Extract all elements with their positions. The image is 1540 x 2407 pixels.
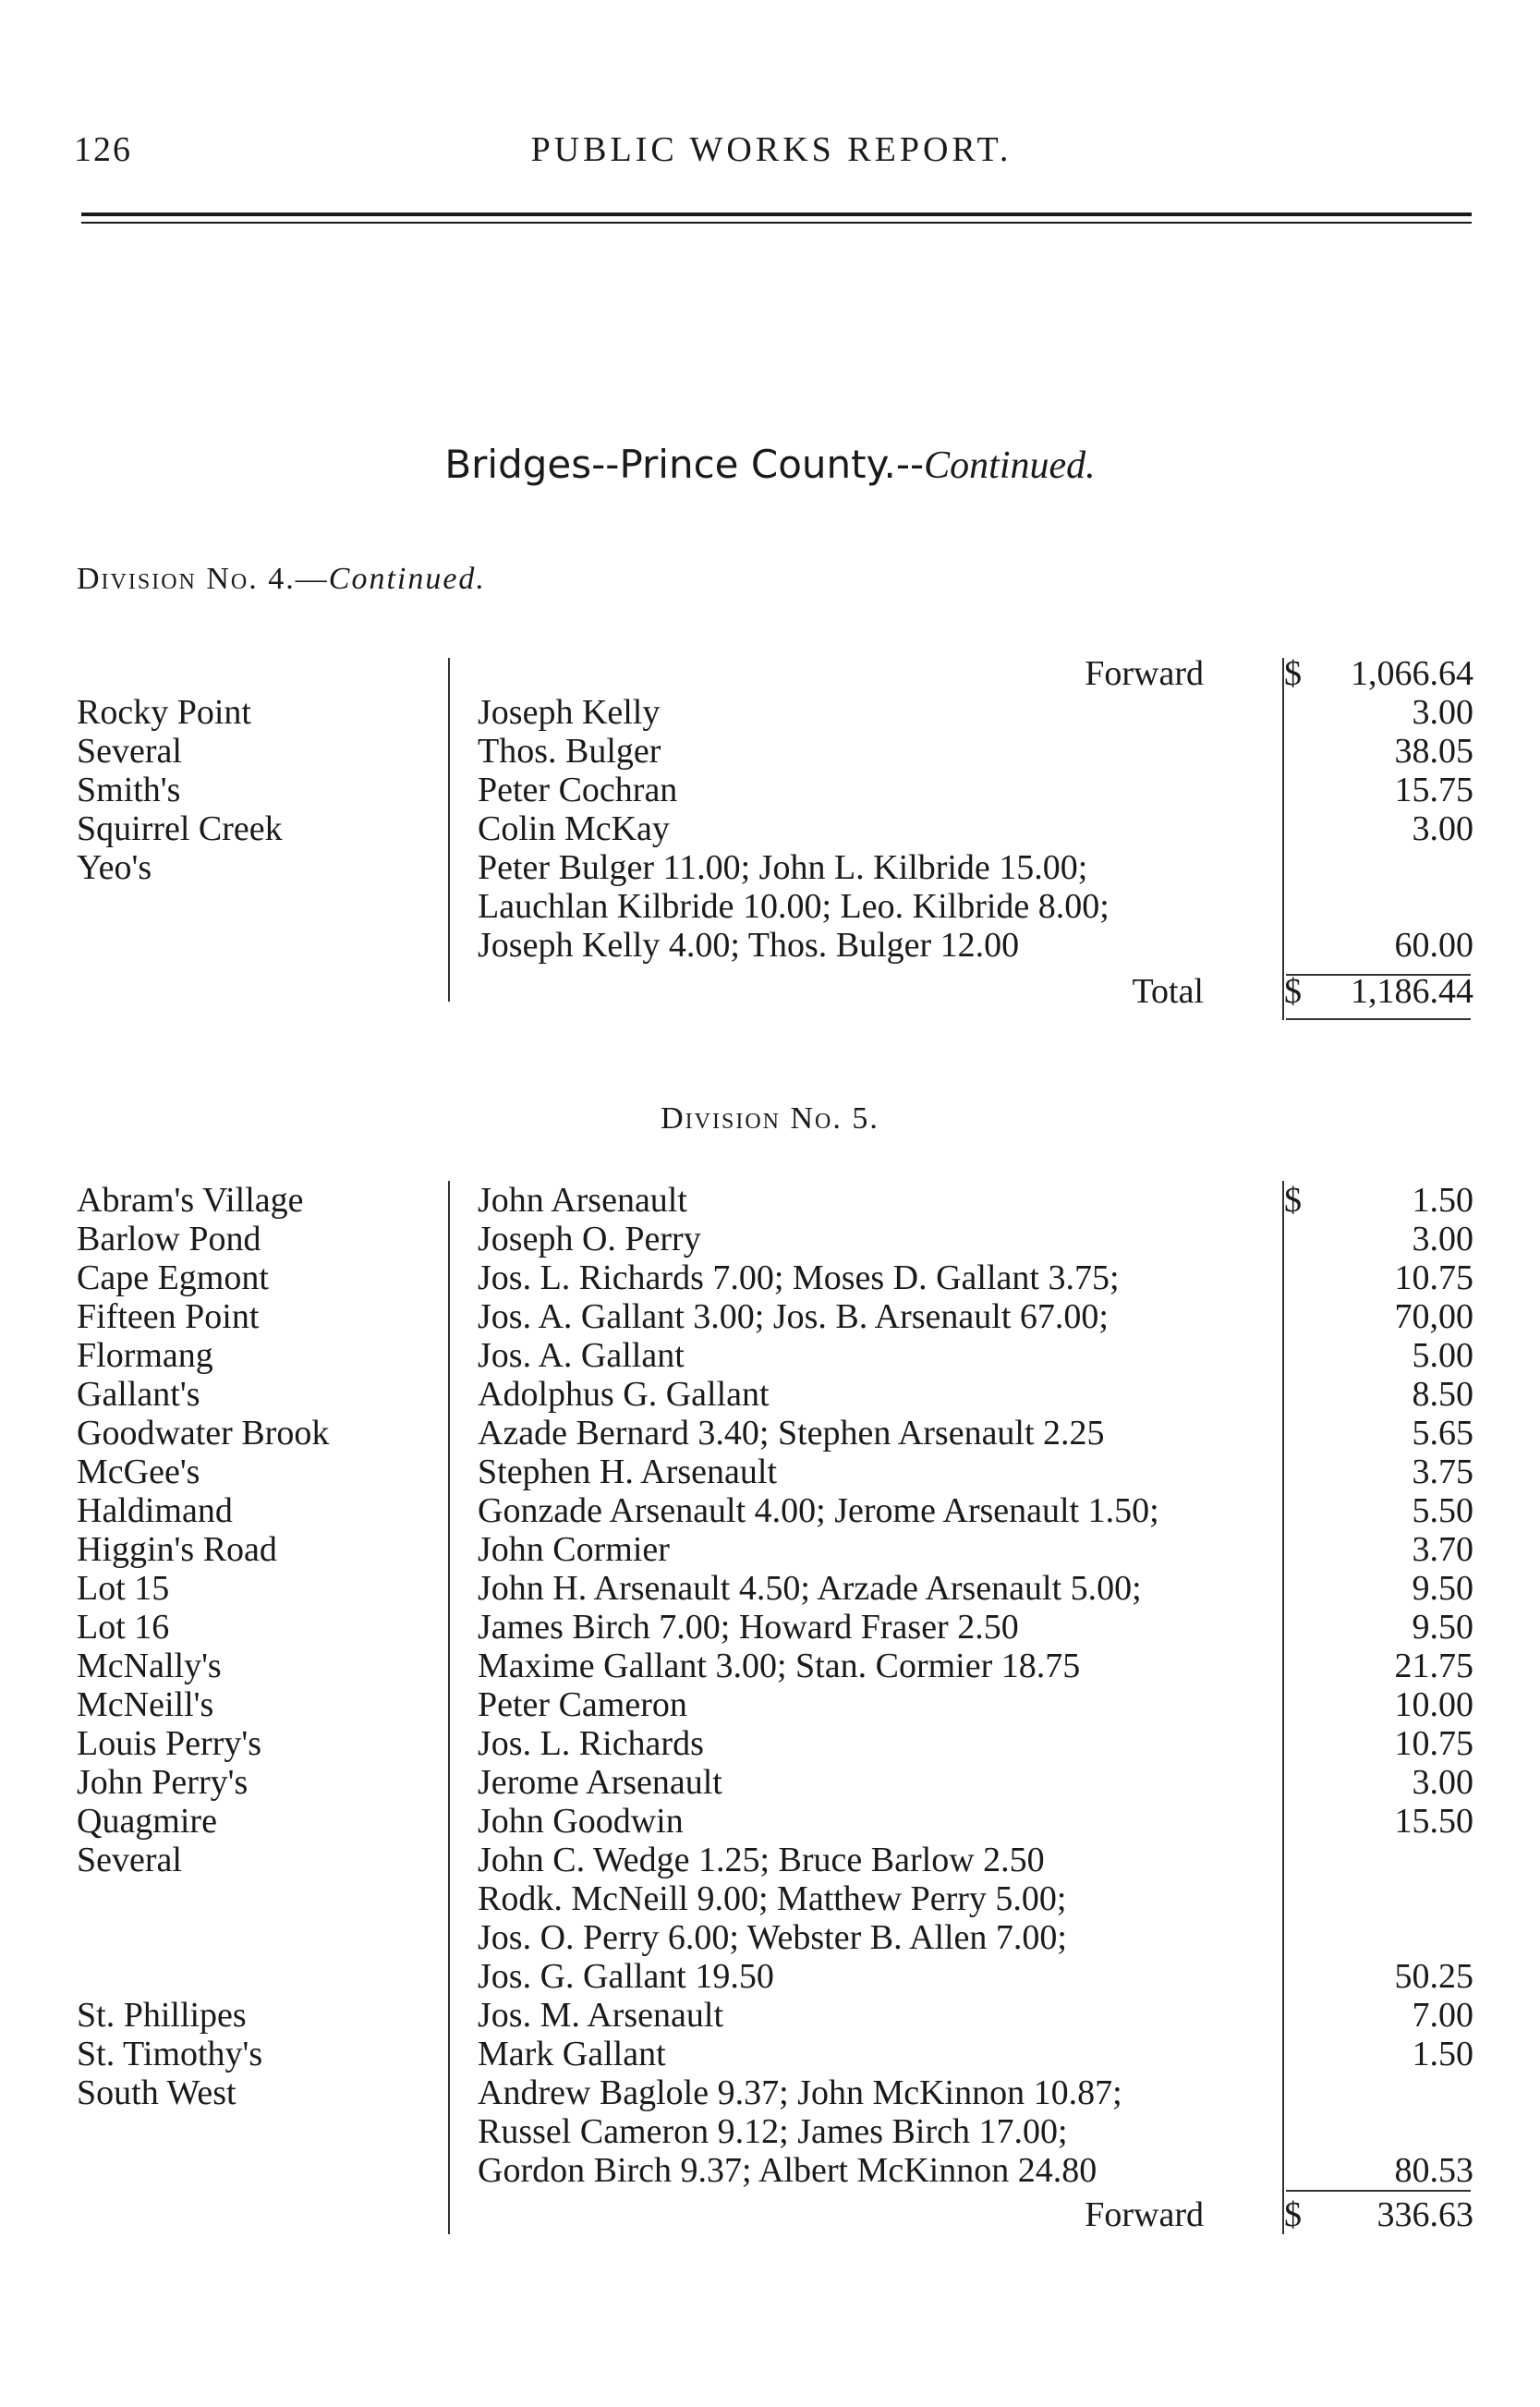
location: St. Phillipes <box>77 1996 247 2035</box>
table-row <box>0 1957 1540 1996</box>
location: Lot 15 <box>77 1569 170 1608</box>
location: Several <box>77 1841 182 1879</box>
payee: James Birch 7.00; Howard Fraser 2.50 <box>478 1608 1019 1647</box>
amount: 15.75 <box>1394 771 1473 809</box>
location: Fifteen Point <box>77 1297 260 1336</box>
payee: John Cormier <box>478 1530 670 1569</box>
amount: 38.05 <box>1394 732 1473 771</box>
amount: 7.00 <box>1412 1996 1473 2035</box>
payee: Gordon Birch 9.37; Albert McKinnon 24.80 <box>478 2151 1097 2190</box>
table-row <box>0 2035 1540 2073</box>
table-row <box>0 1802 1540 1841</box>
amount: 5.65 <box>1412 1414 1473 1453</box>
location: Smith's <box>77 771 181 809</box>
table-row <box>0 1724 1540 1763</box>
amount: 3.75 <box>1412 1453 1473 1491</box>
division-5-forward-row <box>0 2195 1540 2234</box>
table-row <box>0 1647 1540 1685</box>
forward-amount: 336.63 <box>1376 2195 1473 2234</box>
division-4-heading-text: Division No. 4.— <box>77 562 329 596</box>
location: Flormang <box>77 1336 213 1375</box>
payee: Thos. Bulger <box>478 732 661 771</box>
page-number: 126 <box>74 130 132 169</box>
payee: Andrew Baglole 9.37; John McKinnon 10.87; <box>478 2073 1122 2112</box>
payee: Peter Cochran <box>478 771 678 809</box>
location: Haldimand <box>77 1491 233 1530</box>
amount: 10.75 <box>1394 1724 1473 1763</box>
payee: Jos. G. Gallant 19.50 <box>478 1957 774 1996</box>
table-row <box>0 926 1540 965</box>
location: St. Timothy's <box>77 2035 263 2073</box>
table-row <box>0 1608 1540 1647</box>
payee: Adolphus G. Gallant <box>478 1375 770 1414</box>
location: Lot 16 <box>77 1608 170 1647</box>
location: McNally's <box>77 1647 222 1685</box>
header-rule-thin <box>81 222 1472 224</box>
payee: Jos. L. Richards 7.00; Moses D. Gallant 3.75; <box>478 1258 1120 1297</box>
location: Yeo's <box>77 848 152 887</box>
amount: 5.50 <box>1412 1491 1473 1530</box>
amount: 3.00 <box>1412 693 1473 732</box>
location: McGee's <box>77 1453 200 1491</box>
division-4-total-rule <box>1286 1018 1471 1020</box>
table-row <box>0 1841 1540 1879</box>
amount: 10.75 <box>1394 1258 1473 1297</box>
payee: Mark Gallant <box>478 2035 666 2073</box>
header-rule-thick <box>81 213 1472 216</box>
location: Cape Egmont <box>77 1258 269 1297</box>
location: Several <box>77 732 182 771</box>
location: South West <box>77 2073 236 2112</box>
table-row <box>0 1258 1540 1297</box>
payee: Jos. L. Richards <box>478 1724 704 1763</box>
amount: 9.50 <box>1412 1608 1473 1647</box>
payee: Stephen H. Arsenault <box>478 1453 778 1491</box>
amount: 80.53 <box>1394 2151 1473 2190</box>
location: Higgin's Road <box>77 1530 277 1569</box>
table-row <box>0 732 1540 771</box>
payee: Azade Bernard 3.40; Stephen Arsenault 2.25 <box>478 1414 1105 1453</box>
amount: 3.00 <box>1412 809 1473 848</box>
division-4-forward-row <box>0 654 1540 693</box>
payee: Jos. O. Perry 6.00; Webster B. Allen 7.00; <box>478 1918 1067 1957</box>
table-row <box>0 809 1540 848</box>
location: John Perry's <box>77 1763 249 1802</box>
dollar-sign: $ <box>1284 654 1302 693</box>
page-header <box>74 129 1469 185</box>
table-row <box>0 1220 1540 1258</box>
payee: Russel Cameron 9.12; James Birch 17.00; <box>478 2112 1068 2151</box>
amount: 10.00 <box>1394 1685 1473 1724</box>
location: McNeill's <box>77 1685 214 1724</box>
total-amount: 1,186.44 <box>1351 972 1473 1011</box>
dollar-sign: $ <box>1284 972 1302 1011</box>
payee: Jos. M. Arsenault <box>478 1996 723 2035</box>
location: Goodwater Brook <box>77 1414 330 1453</box>
table-row <box>0 1491 1540 1530</box>
amount: 50.25 <box>1394 1957 1473 1996</box>
amount: 1.50 <box>1412 2035 1473 2073</box>
payee: Jos. A. Gallant 3.00; Jos. B. Arsenault 67.00; <box>478 1297 1109 1336</box>
table-row <box>0 1879 1540 1918</box>
amount: 15.50 <box>1394 1802 1473 1841</box>
table-row <box>0 1453 1540 1491</box>
location: Barlow Pond <box>77 1220 261 1258</box>
payee: Gonzade Arsenault 4.00; Jerome Arsenault 1.50; <box>478 1491 1159 1530</box>
amount: 3.70 <box>1412 1530 1473 1569</box>
location: Squirrel Creek <box>77 809 283 848</box>
location: Louis Perry's <box>77 1724 262 1763</box>
payee: John H. Arsenault 4.50; Arzade Arsenault 5.00; <box>478 1569 1142 1608</box>
running-title: PUBLIC WORKS REPORT. <box>530 130 1013 169</box>
payee: John C. Wedge 1.25; Bruce Barlow 2.50 <box>478 1841 1045 1879</box>
division-5-sum-rule <box>1286 2190 1471 2192</box>
payee: Jos. A. Gallant <box>478 1336 685 1375</box>
amount: 8.50 <box>1412 1375 1473 1414</box>
division-4-total-row <box>0 972 1540 1011</box>
amount: 9.50 <box>1412 1569 1473 1608</box>
table-row <box>0 1336 1540 1375</box>
amount: 1.50 <box>1412 1181 1473 1220</box>
division-4-continued: Continued. <box>328 562 486 596</box>
table-row <box>0 2151 1540 2190</box>
table-row <box>0 1996 1540 2035</box>
amount: 60.00 <box>1394 926 1473 965</box>
total-label: Total <box>1132 972 1204 1011</box>
table-row <box>0 2073 1540 2112</box>
table-row <box>0 1414 1540 1453</box>
payee: Joseph Kelly <box>478 693 661 732</box>
section-title <box>0 442 1540 488</box>
table-row <box>0 1530 1540 1569</box>
division-5-heading: Division No. 5. <box>661 1101 879 1136</box>
amount: 21.75 <box>1394 1647 1473 1685</box>
payee: Rodk. McNeill 9.00; Matthew Perry 5.00; <box>478 1879 1067 1918</box>
amount: 70,00 <box>1394 1297 1473 1336</box>
table-row <box>0 771 1540 809</box>
payee: Joseph Kelly 4.00; Thos. Bulger 12.00 <box>478 926 1020 965</box>
payee: Maxime Gallant 3.00; Stan. Cormier 18.75 <box>478 1647 1081 1685</box>
table-row <box>0 848 1540 887</box>
dollar-sign: $ <box>1284 1181 1302 1220</box>
payee: John Goodwin <box>478 1802 684 1841</box>
payee: Peter Cameron <box>478 1685 687 1724</box>
payee: Colin McKay <box>478 809 670 848</box>
table-row <box>0 1569 1540 1608</box>
location: Abram's Village <box>77 1181 304 1220</box>
location: Quagmire <box>77 1802 217 1841</box>
table-row <box>0 1375 1540 1414</box>
table-row <box>0 693 1540 732</box>
payee: John Arsenault <box>478 1181 687 1220</box>
payee: Peter Bulger 11.00; John L. Kilbride 15.00; <box>478 848 1088 887</box>
table-row <box>0 1685 1540 1724</box>
table-row <box>0 2112 1540 2151</box>
payee: Joseph O. Perry <box>478 1220 701 1258</box>
location: Rocky Point <box>77 693 251 732</box>
amount: 3.00 <box>1412 1220 1473 1258</box>
table-row <box>0 1763 1540 1802</box>
division-4-heading <box>77 562 486 597</box>
table-row <box>0 1918 1540 1957</box>
section-title-text: Bridges--Prince County.-- <box>444 442 925 487</box>
section-title-continued: Continued. <box>924 444 1096 487</box>
location: Gallant's <box>77 1375 200 1414</box>
payee: Jerome Arsenault <box>478 1763 722 1802</box>
table-row <box>0 1181 1540 1220</box>
table-row <box>0 1297 1540 1336</box>
table-row <box>0 887 1540 926</box>
payee: Lauchlan Kilbride 10.00; Leo. Kilbride 8.00; <box>478 887 1110 926</box>
amount: 5.00 <box>1412 1336 1473 1375</box>
forward-amount: 1,066.64 <box>1351 654 1473 693</box>
forward-label: Forward <box>1085 654 1204 693</box>
amount: 3.00 <box>1412 1763 1473 1802</box>
forward-label: Forward <box>1085 2195 1204 2234</box>
dollar-sign: $ <box>1284 2195 1302 2234</box>
